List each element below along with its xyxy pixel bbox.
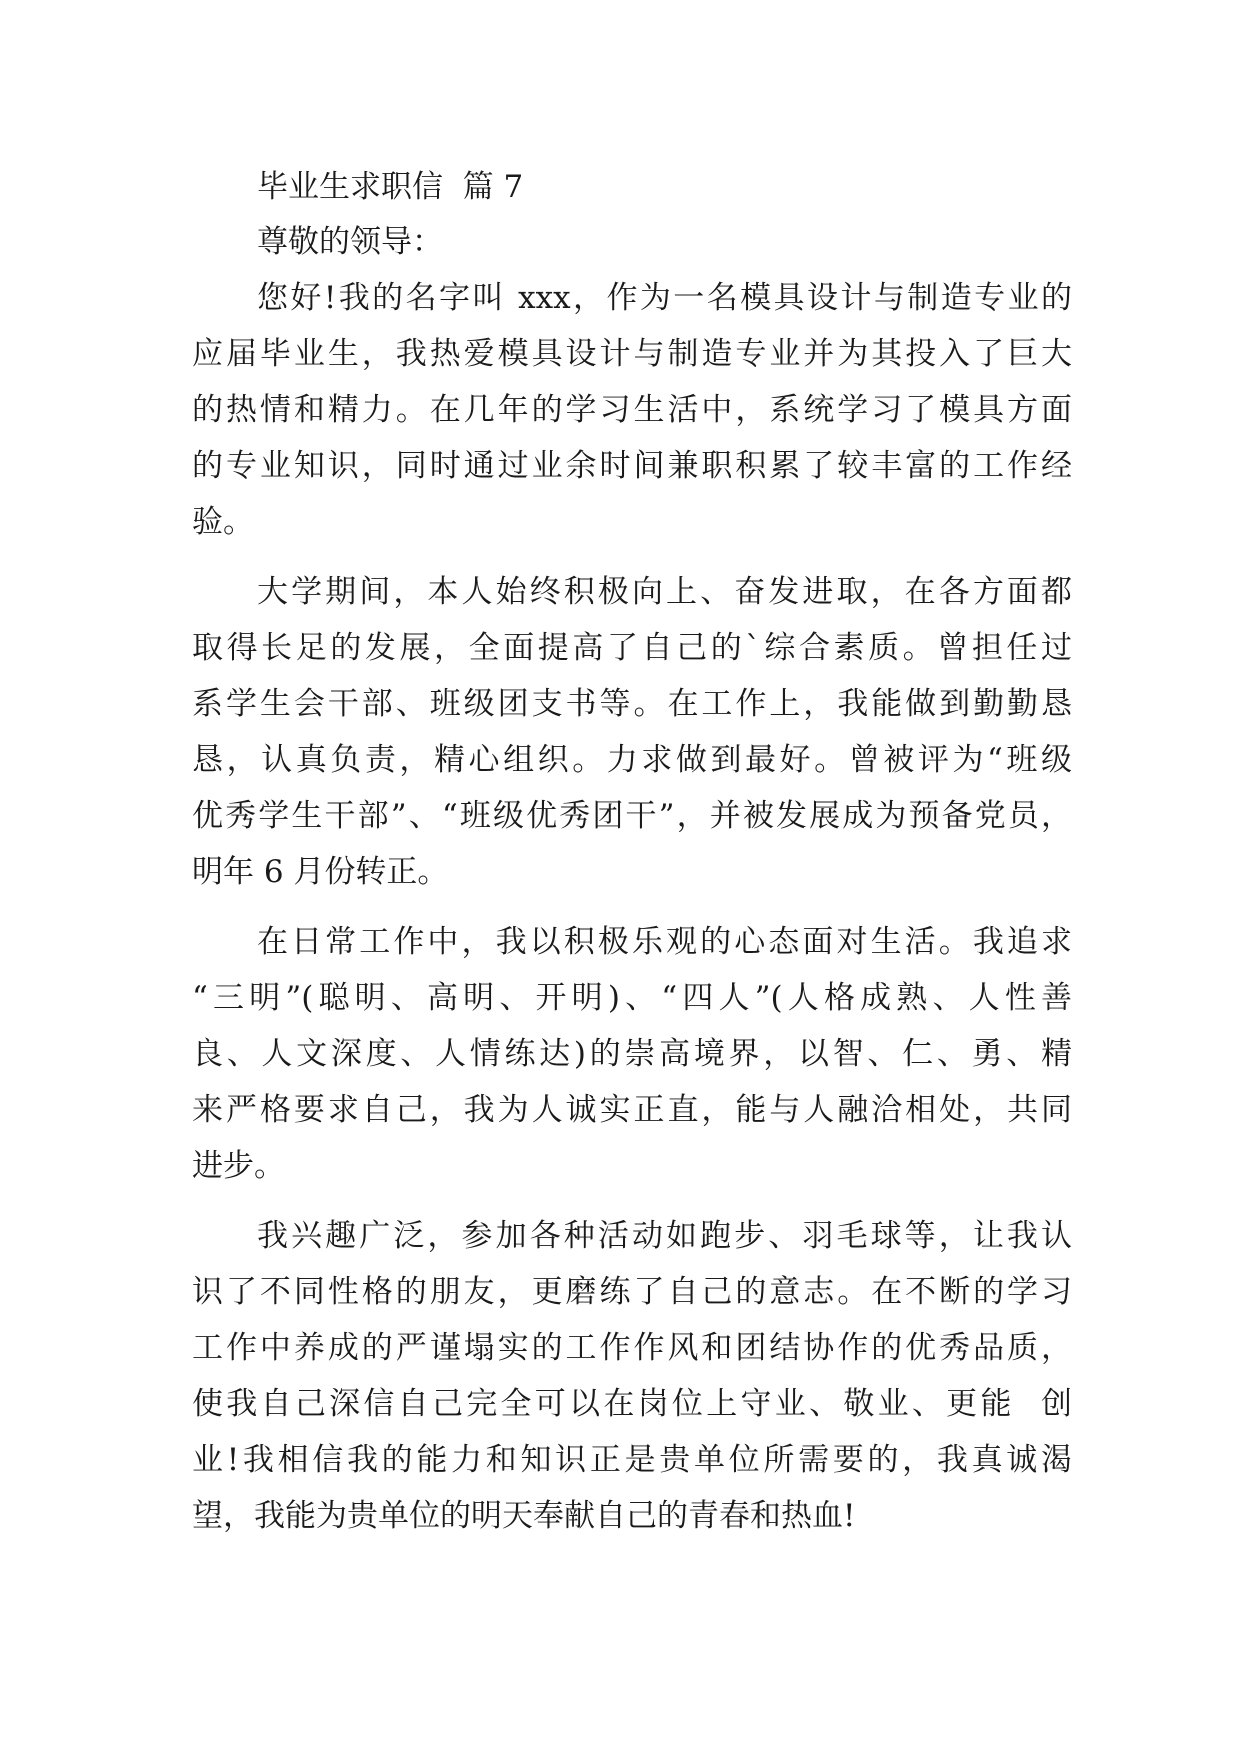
paragraph-line: 我兴趣广泛，参加各种活动如跑步、羽毛球等，让我认 <box>257 1218 1072 1254</box>
paragraph-line: 识了不同性格的朋友，更磨练了自己的意志。在不断的学习 <box>192 1274 1072 1310</box>
paragraph-line: 优秀学生干部”、“班级优秀团干”，并被发展成为预备党员， <box>192 798 1072 834</box>
paragraph-line: 在日常工作中，我以积极乐观的心态面对生活。我追求 <box>257 924 1072 960</box>
paragraph-line: 恳，认真负责，精心组织。力求做到最好。曾被评为“班级 <box>192 742 1072 778</box>
paragraph-line: 的专业知识，同时通过业余时间兼职积累了较丰富的工作经 <box>192 448 1072 484</box>
paragraph-line: 来严格要求自己，我为人诚实正直，能与人融洽相处，共同 <box>192 1092 1072 1128</box>
paragraph-line: 明年 6 月份转正。 <box>192 854 449 890</box>
paragraph-line: 业!我相信我的能力和知识正是贵单位所需要的，我真诚渴 <box>192 1442 1072 1478</box>
paragraph-line: 大学期间，本人始终积极向上、奋发进取，在各方面都 <box>257 574 1072 610</box>
salutation: 尊敬的领导： <box>257 224 443 260</box>
paragraph-line: 工作中养成的严谨塌实的工作作风和团结协作的优秀品质， <box>192 1330 1072 1366</box>
paragraph-line: “三明”(聪明、高明、开明)、“四人”(人格成熟、人性善 <box>192 980 1072 1016</box>
letter-title: 毕业生求职信 篇 7 <box>257 169 524 205</box>
paragraph-line: 进步。 <box>192 1148 285 1184</box>
paragraph-line: 的热情和精力。在几年的学习生活中，系统学习了模具方面 <box>192 392 1072 428</box>
paragraph-line: 良、人文深度、人情练达)的崇高境界，以智、仁、勇、精 <box>192 1036 1072 1072</box>
paragraph-line: 使我自己深信自己完全可以在岗位上守业、敬业、更能 创 <box>192 1386 1072 1422</box>
paragraph-line: 望，我能为贵单位的明天奉献自己的青春和热血! <box>192 1498 856 1534</box>
paragraph-line: 验。 <box>192 504 254 540</box>
paragraph-line: 应届毕业生，我热爱模具设计与制造专业并为其投入了巨大 <box>192 336 1072 372</box>
paragraph-line: 系学生会干部、班级团支书等。在工作上，我能做到勤勤恳 <box>192 686 1072 722</box>
paragraph-line: 您好!我的名字叫 xxx，作为一名模具设计与制造专业的 <box>257 280 1072 316</box>
paragraph-line: 取得长足的发展，全面提高了自己的`综合素质。曾担任过 <box>192 630 1072 666</box>
